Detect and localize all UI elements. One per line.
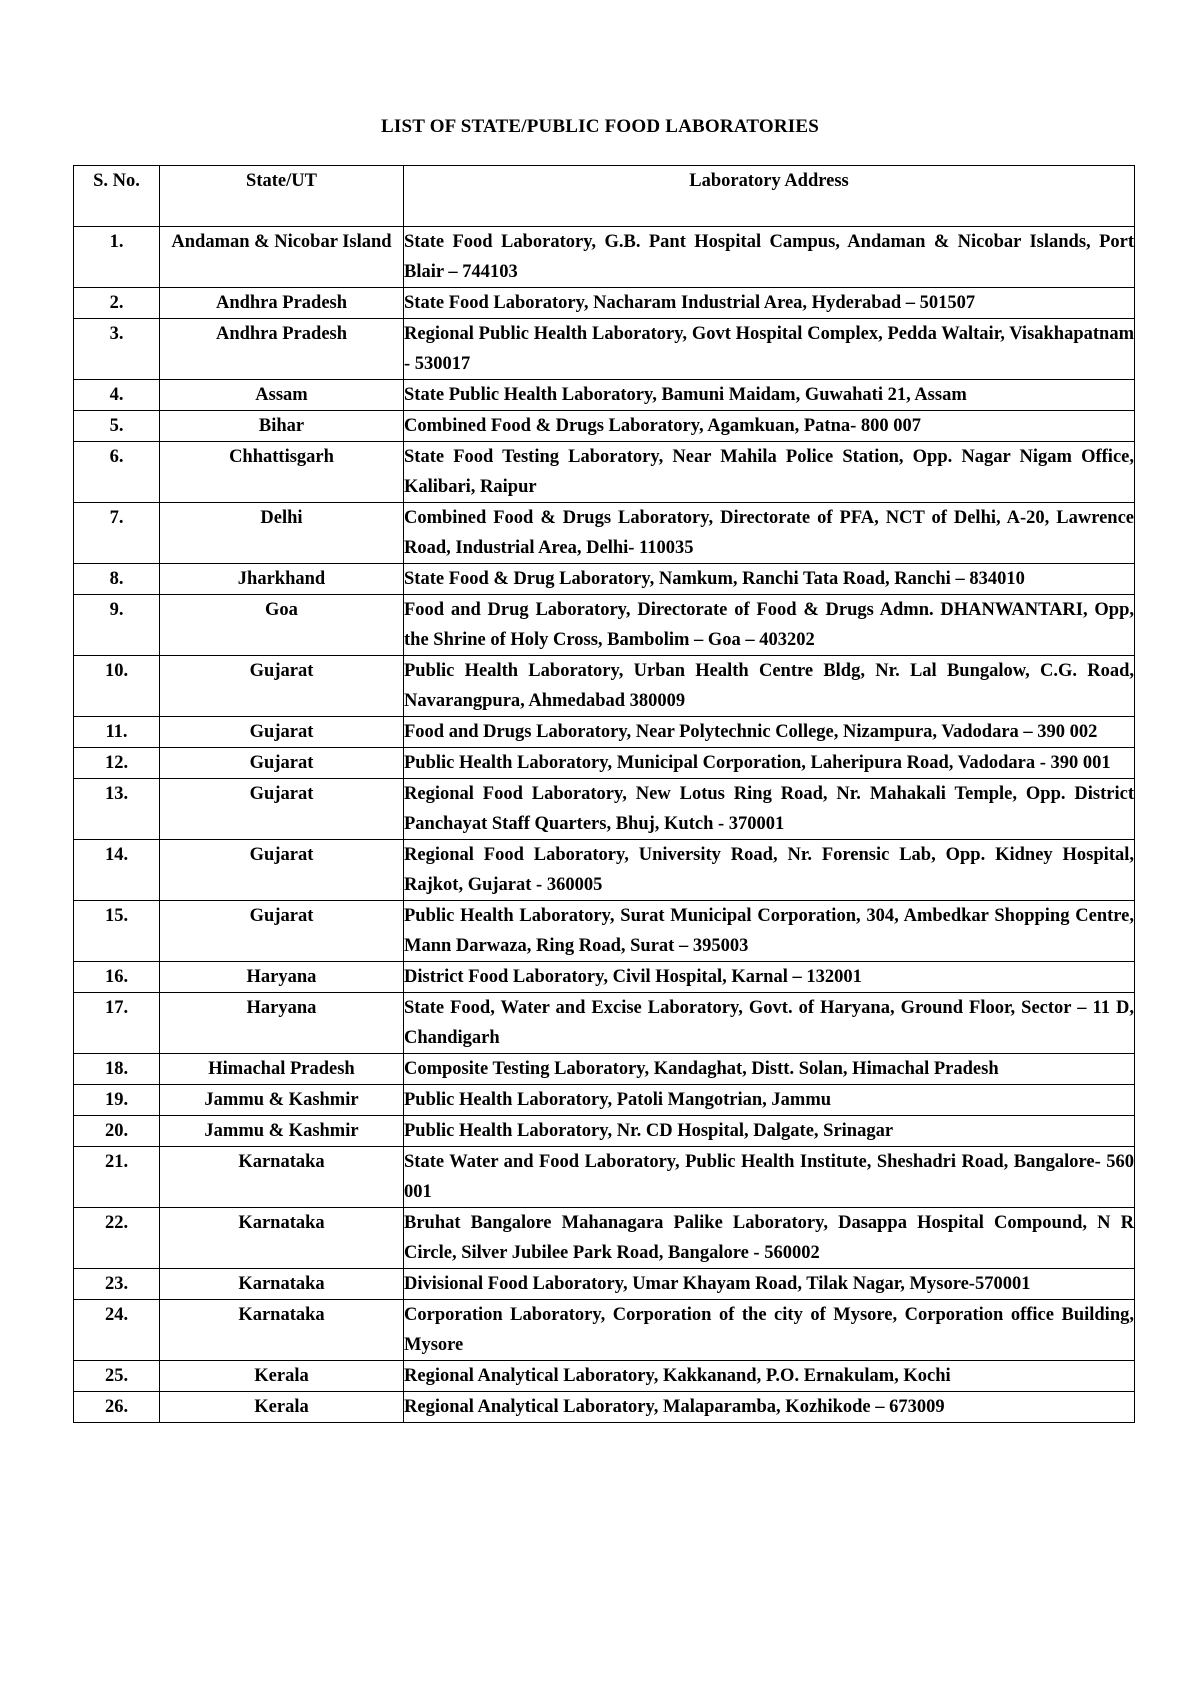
row-sno: 1.: [74, 227, 160, 288]
table-row: [74, 748, 1135, 779]
row-sno: 15.: [74, 901, 160, 962]
row-address: State Food, Water and Excise Laboratory, Govt. of Haryana, Ground Floor, Sector – 11 D, Chandigarh: [404, 993, 1135, 1054]
row-state: Gujarat: [160, 840, 404, 901]
row-sno: 10.: [74, 656, 160, 717]
row-state: Chhattisgarh: [160, 442, 404, 503]
row-state: Jammu & Kashmir: [160, 1116, 404, 1147]
row-address: Divisional Food Laboratory, Umar Khayam Road, Tilak Nagar, Mysore-570001: [404, 1269, 1135, 1300]
row-sno: 26.: [74, 1392, 160, 1423]
row-sno: 18.: [74, 1054, 160, 1085]
row-sno: 21.: [74, 1147, 160, 1208]
row-address: Regional Food Laboratory, New Lotus Ring Road, Nr. Mahakali Temple, Opp. District Panchayat Staff Quarters, Bhuj, Kutch - 370001: [404, 779, 1135, 840]
row-address: Composite Testing Laboratory, Kandaghat, Distt. Solan, Himachal Pradesh: [404, 1054, 1135, 1085]
header-state: State/UT: [160, 166, 404, 227]
table-row: [74, 319, 1135, 380]
row-address: Public Health Laboratory, Municipal Corporation, Laheripura Road, Vadodara - 390 001: [404, 748, 1135, 779]
header-address: Laboratory Address: [404, 166, 1135, 227]
table-row: [74, 1147, 1135, 1208]
row-state: Assam: [160, 380, 404, 411]
row-address: Food and Drug Laboratory, Directorate of Food & Drugs Admn. DHANWANTARI, Opp, the Shrine of Holy Cross, Bambolim – Goa – 403202: [404, 595, 1135, 656]
row-sno: 19.: [74, 1085, 160, 1116]
row-address: State Public Health Laboratory, Bamuni Maidam, Guwahati 21, Assam: [404, 380, 1135, 411]
row-state: Karnataka: [160, 1300, 404, 1361]
row-sno: 5.: [74, 411, 160, 442]
row-sno: 14.: [74, 840, 160, 901]
laboratory-table: [73, 165, 1135, 1423]
table-row: [74, 1054, 1135, 1085]
row-sno: 24.: [74, 1300, 160, 1361]
row-state: Kerala: [160, 1361, 404, 1392]
row-address: Regional Food Laboratory, University Road, Nr. Forensic Lab, Opp. Kidney Hospital, Rajkot, Gujarat - 360005: [404, 840, 1135, 901]
table-row: [74, 411, 1135, 442]
row-state: Goa: [160, 595, 404, 656]
table-row: [74, 503, 1135, 564]
row-state: Himachal Pradesh: [160, 1054, 404, 1085]
row-state: Karnataka: [160, 1147, 404, 1208]
row-sno: 13.: [74, 779, 160, 840]
table-row: [74, 962, 1135, 993]
table-row: [74, 993, 1135, 1054]
table-row: [74, 227, 1135, 288]
row-address: Combined Food & Drugs Laboratory, Directorate of PFA, NCT of Delhi, A-20, Lawrence Road, Industrial Area, Delhi- 110035: [404, 503, 1135, 564]
row-state: Andaman & Nicobar Island: [160, 227, 404, 288]
table-row: [74, 717, 1135, 748]
row-sno: 6.: [74, 442, 160, 503]
row-sno: 4.: [74, 380, 160, 411]
row-state: Jammu & Kashmir: [160, 1085, 404, 1116]
row-state: Bihar: [160, 411, 404, 442]
row-address: Public Health Laboratory, Urban Health Centre Bldg, Nr. Lal Bungalow, C.G. Road, Navarangpura, Ahmedabad 380009: [404, 656, 1135, 717]
row-sno: 16.: [74, 962, 160, 993]
row-state: Andhra Pradesh: [160, 288, 404, 319]
row-state: Haryana: [160, 962, 404, 993]
row-sno: 20.: [74, 1116, 160, 1147]
row-state: Andhra Pradesh: [160, 319, 404, 380]
row-state: Kerala: [160, 1392, 404, 1423]
row-sno: 12.: [74, 748, 160, 779]
row-state: Karnataka: [160, 1208, 404, 1269]
row-address: Regional Analytical Laboratory, Kakkanand, P.O. Ernakulam, Kochi: [404, 1361, 1135, 1392]
row-sno: 7.: [74, 503, 160, 564]
table-row: [74, 380, 1135, 411]
table-row: [74, 1269, 1135, 1300]
table-row: [74, 779, 1135, 840]
row-sno: 23.: [74, 1269, 160, 1300]
row-state: Karnataka: [160, 1269, 404, 1300]
table-row: [74, 1300, 1135, 1361]
row-address: District Food Laboratory, Civil Hospital, Karnal – 132001: [404, 962, 1135, 993]
page-title: LIST OF STATE/PUBLIC FOOD LABORATORIES: [380, 116, 820, 137]
row-address: Corporation Laboratory, Corporation of the city of Mysore, Corporation office Building, Mysore: [404, 1300, 1135, 1361]
row-address: State Food Testing Laboratory, Near Mahila Police Station, Opp. Nagar Nigam Office, Kalibari, Raipur: [404, 442, 1135, 503]
table-row: [74, 288, 1135, 319]
row-state: Gujarat: [160, 656, 404, 717]
row-state: Delhi: [160, 503, 404, 564]
row-address: Regional Public Health Laboratory, Govt Hospital Complex, Pedda Waltair, Visakhapatnam - 530017: [404, 319, 1135, 380]
table-row: [74, 1085, 1135, 1116]
row-address: State Food Laboratory, Nacharam Industrial Area, Hyderabad – 501507: [404, 288, 1135, 319]
row-state: Gujarat: [160, 748, 404, 779]
table-row: [74, 656, 1135, 717]
row-address: Combined Food & Drugs Laboratory, Agamkuan, Patna- 800 007: [404, 411, 1135, 442]
row-sno: 11.: [74, 717, 160, 748]
row-address: Public Health Laboratory, Patoli Mangotrian, Jammu: [404, 1085, 1135, 1116]
table-row: [74, 1361, 1135, 1392]
header-sno: S. No.: [74, 166, 160, 227]
row-sno: 3.: [74, 319, 160, 380]
row-sno: 22.: [74, 1208, 160, 1269]
table-row: [74, 564, 1135, 595]
row-sno: 17.: [74, 993, 160, 1054]
row-address: Food and Drugs Laboratory, Near Polytechnic College, Nizampura, Vadodara – 390 002: [404, 717, 1135, 748]
row-sno: 25.: [74, 1361, 160, 1392]
table-row: [74, 840, 1135, 901]
table-row: [74, 1392, 1135, 1423]
table-header-row: [74, 166, 1135, 227]
table-row: [74, 1208, 1135, 1269]
row-address: Bruhat Bangalore Mahanagara Palike Laboratory, Dasappa Hospital Compound, N R Circle, Silver Jubilee Park Road, Bangalore - 560002: [404, 1208, 1135, 1269]
row-state: Gujarat: [160, 779, 404, 840]
table-row: [74, 442, 1135, 503]
row-sno: 2.: [74, 288, 160, 319]
table-row: [74, 595, 1135, 656]
row-address: State Food & Drug Laboratory, Namkum, Ranchi Tata Road, Ranchi – 834010: [404, 564, 1135, 595]
row-address: Regional Analytical Laboratory, Malaparamba, Kozhikode – 673009: [404, 1392, 1135, 1423]
row-sno: 8.: [74, 564, 160, 595]
row-address: Public Health Laboratory, Surat Municipal Corporation, 304, Ambedkar Shopping Centre, Mann Darwaza, Ring Road, Surat – 395003: [404, 901, 1135, 962]
table-row: [74, 1116, 1135, 1147]
table-row: [74, 901, 1135, 962]
row-address: State Food Laboratory, G.B. Pant Hospital Campus, Andaman & Nicobar Islands, Port Blair – 744103: [404, 227, 1135, 288]
row-address: Public Health Laboratory, Nr. CD Hospital, Dalgate, Srinagar: [404, 1116, 1135, 1147]
row-address: State Water and Food Laboratory, Public Health Institute, Sheshadri Road, Bangalore- 560 001: [404, 1147, 1135, 1208]
row-state: Gujarat: [160, 901, 404, 962]
row-state: Haryana: [160, 993, 404, 1054]
row-sno: 9.: [74, 595, 160, 656]
row-state: Gujarat: [160, 717, 404, 748]
row-state: Jharkhand: [160, 564, 404, 595]
